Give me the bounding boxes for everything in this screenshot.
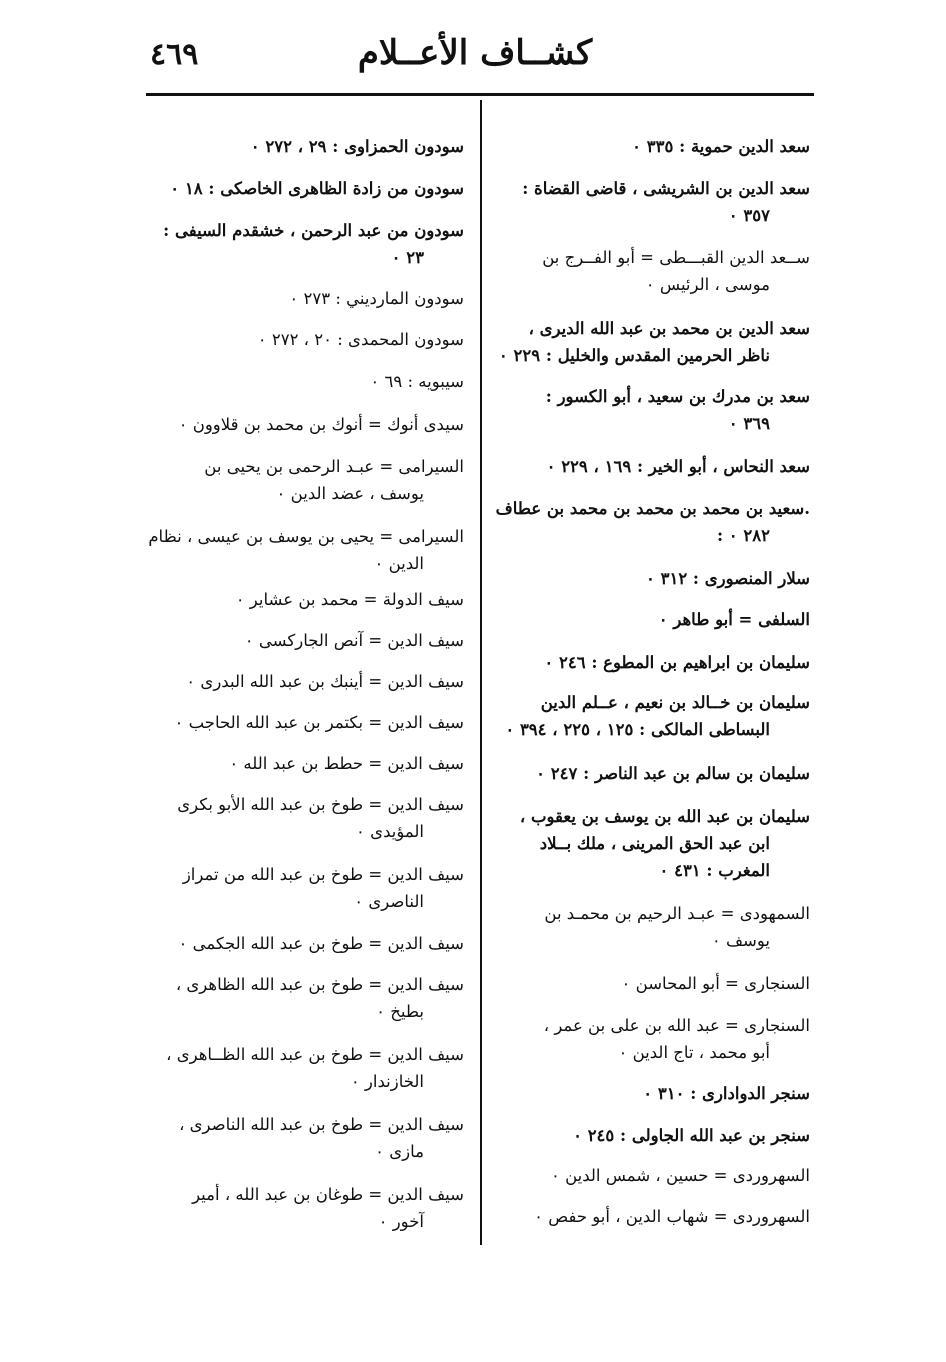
index-entry-text: سنجر الدوادارى : ٣١٠ ٠ [643,1084,810,1103]
index-entry-text: سنجر بن عبد الله الجاولى : ٢٤٥ ٠ [573,1126,810,1145]
index-entry-continuation: يوسف ٠ [711,931,770,950]
index-entry [140,175,464,202]
index-entry [140,326,464,353]
index-entry [486,1012,810,1066]
index-entry-text: .سعيد بن محمد بن محمد بن محمد بن عطاف [495,499,810,518]
index-entry-text: سيف الدين = طوغان بن عبد الله ، أمير [192,1185,464,1204]
index-entry-text: السمهودى = عبـد الرحيم بن محمـد بن [544,904,810,923]
index-entry-text: سليمان بن ابراهيم بن المطوع : ٢٤٦ ٠ [544,653,810,672]
index-entry-continuation: موسى ، الرئيس ٠ [645,275,770,294]
index-entry [140,750,464,777]
index-entry [140,1111,464,1165]
index-entry-text: سودون من زادة الظاهرى الخاصكى : ١٨ ٠ [170,179,464,198]
index-entry-text: سيف الدين = طوخ بن عبد الله الجكمى ٠ [178,934,464,953]
index-entry-continuation: آخور ٠ [378,1212,424,1231]
index-entry-text: السنجارى = أبو المحاسن ٠ [621,974,810,993]
index-entry [486,133,810,160]
index-entry [140,930,464,957]
index-entry [140,1041,464,1095]
index-entry-text: سيف الدين = طوخ بن عبد الله الناصرى ، [179,1115,464,1134]
index-entry-text: السيرامى = يحيى بن يوسف بن عيسى ، نظام [148,527,464,546]
index-entry [140,523,464,577]
index-entry-text: سيف الدين = طوخ بن عبد الله الظــاهرى ، [166,1045,464,1064]
index-entry [486,900,810,954]
index-entry-continuation: المغرب : ٤٣١ ٠ [659,861,770,880]
column-divider [480,100,482,1245]
header-rule [146,93,814,96]
index-entry-text: سودون المارديني : ٢٧٣ ٠ [289,289,464,308]
index-entry-text: سعد الدين بن الشريشى ، قاضى القضاة : [522,179,810,198]
index-entry-continuation: ٣٦٩ ٠ [728,414,770,433]
index-entry-text: سيبويه : ٦٩ ٠ [370,372,464,391]
index-entry-text: السيرامى = عبـد الرحمى بن يحيى بن [204,457,464,476]
index-entry [140,411,464,438]
index-entry-text: السهروردى = شهاب الدين ، أبو حفص ٠ [534,1207,810,1226]
index-entry [486,565,810,592]
index-entry [140,709,464,736]
index-entry [140,971,464,1025]
index-entry-continuation: البساطى المالكى : ١٢٥ ، ٢٢٥ ، ٣٩٤ ٠ [505,720,770,739]
index-entry-continuation: أبو محمد ، تاج الدين ٠ [618,1043,770,1062]
index-entry-text: سيف الدين = حطط بن عبد الله ٠ [229,754,464,773]
index-entry [486,495,810,549]
index-entry [486,760,810,787]
index-entry-text: سعد الدين حموية : ٣٣٥ ٠ [632,137,810,156]
index-entry-text: سيف الدين = بكتمر بن عبد الله الحاجب ٠ [174,713,464,732]
index-entry-continuation: الخازندار ٠ [350,1072,424,1091]
index-entry [140,791,464,845]
index-entry-text: سودون المحمدى : ٢٠ ، ٢٧٢ ٠ [257,330,464,349]
index-entry-continuation: ٣٥٧ ٠ [728,206,770,225]
index-entry [140,627,464,654]
index-entry [486,970,810,997]
index-entry [486,1203,810,1230]
index-entry-continuation: بطيخ ٠ [376,1002,424,1021]
index-entry-text: السهروردى = حسين ، شمس الدين ٠ [550,1166,810,1185]
index-entry [486,1162,810,1189]
index-entry-text: سيف الدولة = محمد بن عشاير ٠ [235,590,464,609]
index-entry [486,689,810,743]
index-entry-continuation: الدين ٠ [374,554,424,573]
index-entry [486,453,810,480]
index-entry-text: سودون من عبد الرحمن ، خشقدم السيفى : [163,221,464,240]
index-entry-continuation: ابن عبد الحق المرينى ، ملك بــلاد [539,834,770,853]
index-entry [486,649,810,676]
index-entry [140,668,464,695]
index-entry-continuation: ناظر الحرمين المقدس والخليل : ٢٢٩ ٠ [498,346,770,365]
index-entry-text: سيف الدين = طوخ بن عبد الله الأبو بكرى [177,795,464,814]
index-entry [140,453,464,507]
index-entry [140,1181,464,1235]
index-entry-text: سعد النحاس ، أبو الخير : ١٦٩ ، ٢٢٩ ٠ [546,457,810,476]
index-entry-continuation: ٢٨٢ ٠ : [716,526,770,545]
index-entry-text: سعد الدين بن محمد بن عبد الله الديرى ، [528,319,810,338]
index-entry [140,861,464,915]
index-entry [140,586,464,613]
index-entry [486,1122,810,1149]
index-entry [486,383,810,437]
index-entry-continuation: مازى ٠ [375,1142,424,1161]
index-entry-text: السنجارى = عبد الله بن على بن عمر ، [543,1016,810,1035]
index-entry [486,1080,810,1107]
index-entry-text: سليمان بن سالم بن عبد الناصر : ٢٤٧ ٠ [536,764,810,783]
index-entry-text: سيف الدين = آنص الجاركسى ٠ [244,631,464,650]
index-entry [140,368,464,395]
index-entry [140,133,464,160]
index-entry-text: سيف الدين = طوخ بن عبد الله الظاهرى ، [175,975,464,994]
index-entry-text: سلار المنصورى : ٣١٢ ٠ [645,569,810,588]
index-entry-text: السلفى = أبو طاهر ٠ [658,610,810,629]
index-entry-continuation: ٢٣ ٠ [391,248,424,267]
page-number: ٤٦٩ [150,37,199,72]
index-entry [486,803,810,884]
page-header-title: كشــاف الأعــلام [357,33,593,73]
index-entry-continuation: يوسف ، عضد الدين ٠ [276,484,424,503]
index-entry-text: سعد بن مدرك بن سعيد ، أبو الكسور : [545,387,810,406]
index-entry-text: سليمان بن عبد الله بن يوسف بن يعقوب ، [519,807,810,826]
index-entry [486,606,810,633]
index-entry [486,315,810,369]
index-entry [140,285,464,312]
index-entry-text: سيف الدين = طوخ بن عبد الله من تمراز [182,865,464,884]
index-entry-continuation: الناصرى ٠ [354,892,424,911]
index-entry-text: ســعد الدين القبـــطى = أبو الفــرج بن [542,248,810,267]
index-entry-text: سليمان بن خــالد بن نعيم ، عــلم الدين [540,693,810,712]
index-entry [486,244,810,298]
index-entry [486,175,810,229]
index-entry-text: سيف الدين = أينبك بن عبد الله البدرى ٠ [186,672,464,691]
index-entry-text: سيدى أنوك = أنوك بن محمد بن قلاوون ٠ [178,415,464,434]
index-entry-text: سودون الحمزاوى : ٢٩ ، ٢٧٢ ٠ [250,137,464,156]
index-entry-continuation: المؤيدى ٠ [356,822,424,841]
index-entry [140,217,464,271]
